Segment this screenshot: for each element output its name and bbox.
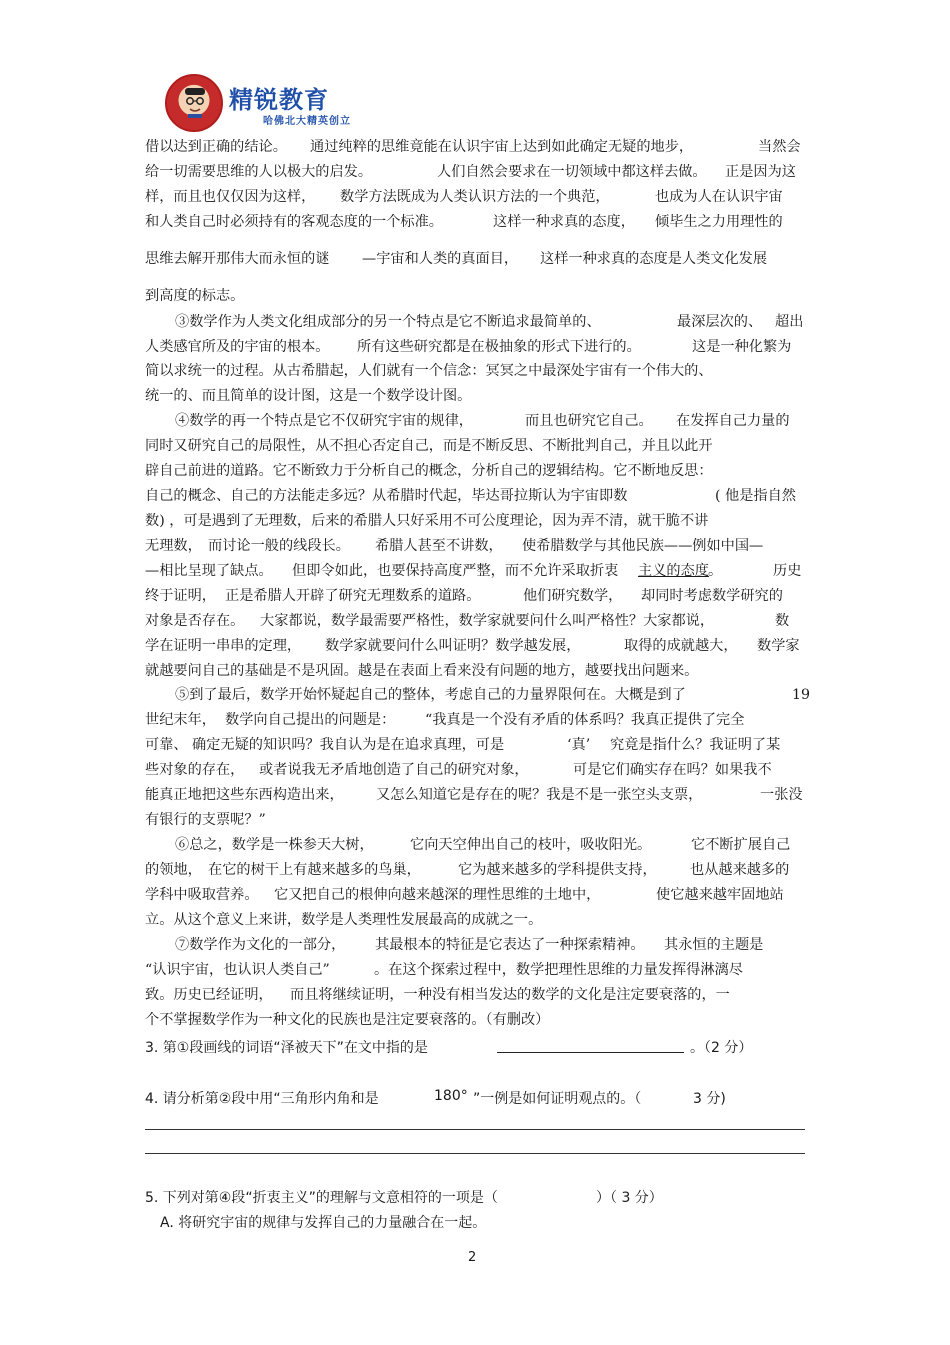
text-segment: 同时又研究自己的局限性，从不担心否定自己，而是不断反思、不断批判自己，并且以此开 (145, 438, 713, 454)
text-segment: 对象是否存在。 (145, 613, 245, 629)
text-segment: 数) ，可是遇到了无理数，后来的希腊人只好采用不可公度理论，因为弄不清，就干脆不讲 (145, 513, 709, 529)
text-segment: 当然会 (758, 139, 801, 155)
text-segment: —相比呈现了缺点。 (145, 563, 273, 579)
text-segment: 超出 (775, 314, 804, 330)
text-segment: ⑥总之，数学是一株参天大树， (175, 837, 374, 853)
text-segment: 可是它们确实存在吗？如果我不 (573, 762, 772, 778)
text-segment: 数 (775, 613, 790, 629)
text-segment: 个不掌握数学作为一种文化的民族也是注定要衰落的。（有删改） (145, 1012, 550, 1028)
text-segment: 人类感官所及的宇宙的根本。 (145, 339, 330, 355)
logo-avatar-icon (165, 74, 223, 132)
text-segment: 人们自然会要求在一切领域中都这样去做。 (437, 164, 707, 180)
text-segment: 大家都说，数学最需要严格性，数学家就要问什么叫严格性？大家都说， (260, 613, 715, 629)
text-segment: 学在证明一串串的定理， (145, 638, 302, 654)
text-segment: 这样一种求真的态度， (493, 214, 635, 230)
text-segment: 终于证明， (145, 588, 216, 604)
underlined-phrase: 主义的态度 (638, 563, 709, 579)
text-segment: 。在这个探索过程中，数学把理性思维的力量发挥得淋漓尽 (374, 962, 743, 978)
text-segment: ⑦数学作为文化的一部分， (175, 937, 346, 953)
text-segment: 统一的、而且简单的设计图，这是一个数学设计图。 (145, 388, 472, 404)
text-segment: 自己的概念、自己的方法能走多远？从希腊时代起，毕达哥拉斯认为宇宙即数 (145, 488, 628, 504)
text-segment: 可靠、 (145, 737, 188, 753)
text-segment: 却同时考虑数学研究的 (641, 588, 783, 604)
text-segment: ④数学的再一个特点是它不仅研究宇宙的规律， (175, 413, 473, 429)
text-segment: 又怎么知道它是存在的呢？我是不是一张空头支票， (376, 787, 703, 803)
text-segment: 但即令如此，也要保持高度严整，而不允许采取折衷 (292, 563, 619, 579)
text-segment: 正是因为这 (725, 164, 796, 180)
text-segment: “我真是一个没有矛盾的体系吗？我真正提供了完全 (425, 712, 745, 728)
text-segment: 它向天空伸出自己的枝叶，吸收阳光。 (410, 837, 652, 853)
text-segment: —宇宙和人类的真面目， (362, 251, 519, 267)
text-segment: 给一切需要思维的人以极大的启发。 (145, 164, 373, 180)
question-3: 3. 第①段画线的词语“泽被天下”在文中指的是 (145, 1040, 428, 1056)
text-segment: ⑤到了最后，数学开始怀疑起自己的整体，考虑自己的力量界限何在。大概是到了 (175, 687, 686, 703)
text-segment: 使希腊数学与其他民族——例如中国— (522, 538, 764, 554)
text-segment: 数学方法既成为人类认识方法的一个典范， (340, 189, 610, 205)
answer-line-1[interactable] (145, 1129, 805, 1130)
teacher-face-icon (182, 88, 208, 118)
text-segment: 世纪末年， (145, 712, 216, 728)
text-segment: 的领地， (145, 862, 202, 878)
text-segment: 它又把自己的根伸向越来越深的理性思维的土地中， (274, 887, 601, 903)
question-4-rest: ”一例是如何证明观点的。（ (473, 1091, 642, 1107)
text-segment: 正是希腊人开辟了研究无理数系的道路。 (225, 588, 481, 604)
text-segment: 致。历史已经证明， (145, 987, 273, 1003)
text-segment: 历史 (773, 563, 802, 579)
text-segment: 所有这些研究都是在极抽象的形式下进行的。 (357, 339, 641, 355)
text-segment: 而讨论一般的线段长。 (208, 538, 350, 554)
text-segment: 到高度的标志。 (145, 288, 245, 304)
text-segment: 在发挥自己力量的 (676, 413, 790, 429)
text-segment: 也从越来越多的 (690, 862, 790, 878)
text-segment: 能真正地把这些东西构造出来， (145, 787, 344, 803)
text-segment: 学科中吸取营养。 (145, 887, 259, 903)
text-segment: 借以达到正确的结论。 (145, 139, 287, 155)
text-segment: 其永恒的主题是 (664, 937, 764, 953)
text-segment: 些对象的存在， (145, 762, 245, 778)
question-4: 4. 请分析第②段中用“三角形内角和是 (145, 1091, 379, 1107)
text-segment: ③数学作为人类文化组成部分的另一个特点是它不断追求最简单的、 (175, 314, 601, 330)
text-segment: 就越要问自己的基础是不是巩固。越是在表面上看来没有问题的地方，越要找出问题来。 (145, 663, 699, 679)
text-segment: 数学家 (757, 638, 800, 654)
text-segment: 无理数， (145, 538, 202, 554)
text-segment: 使它越来越牢固地站 (656, 887, 784, 903)
text-segment: 倾毕生之力用理性的 (655, 214, 783, 230)
question-3-score: 。（2 分） (690, 1040, 753, 1056)
text-segment: 辟自己前进的道路。它不断致力于分析自己的概念，分析自己的逻辑结构。它不断地反思： (145, 463, 713, 479)
text-segment: 也成为人在认识宇宙 (655, 189, 783, 205)
text-segment: 一张没 (760, 787, 803, 803)
text-segment: ‘真’ (567, 737, 591, 753)
question-4-score: 3 分) (693, 1091, 726, 1107)
text-segment: 立。从这个意义上来讲，数学是人类理性发展最高的成就之一。 (145, 912, 543, 928)
text-segment: 样，而且也仅仅因为这样， (145, 189, 316, 205)
text-segment: 或者说我无矛盾地创造了自己的研究对象， (259, 762, 529, 778)
text-segment: 他们研究数学， (523, 588, 623, 604)
text-segment: 它为越来越多的学科提供支持， (458, 862, 657, 878)
text-segment: 这是一种化繁为 (692, 339, 792, 355)
text-segment: 思维去解开那伟大而永恒的谜 (145, 251, 330, 267)
logo (165, 74, 355, 132)
text-segment: 而且将继续证明，一种没有相当发达的数学的文化是注定要衰落的，一 (290, 987, 730, 1003)
question-5-score: ）（ 3 分） (596, 1190, 663, 1206)
text-segment: 。 (708, 563, 723, 579)
brand-name: 精锐教育 (229, 86, 329, 114)
text-segment: 有银行的支票呢？” (145, 812, 266, 828)
answer-line-2[interactable] (145, 1153, 805, 1154)
text-segment: 在它的树干上有越来越多的鸟巢， (208, 862, 421, 878)
text-segment: 和人类自己时必须持有的客观态度的一个标准。 (145, 214, 443, 230)
text-segment: 它不断扩展自己 (691, 837, 791, 853)
text-segment: 取得的成就越大， (624, 638, 738, 654)
question-5-option-a: A. 将研究宇宙的规律与发挥自己的力量融合在一起。 (160, 1215, 487, 1231)
page-number: 2 (468, 1250, 477, 1265)
question-4-angle: 180° (434, 1088, 468, 1104)
text-segment: 数学向自己提出的问题是： (225, 712, 396, 728)
text-segment: ( 他是指自然 (715, 488, 796, 504)
text-segment: 其最根本的特征是它表达了一种探索精神。 (375, 937, 645, 953)
text-segment: 19 (792, 687, 811, 703)
text-segment: 简以求统一的过程。从古希腊起，人们就有一个信念：冥冥之中最深处宇宙有一个伟大的、 (145, 363, 713, 379)
text-segment: 确定无疑的知识吗？我自认为是在追求真理，可是 (192, 737, 505, 753)
text-segment: 最深层次的、 (677, 314, 763, 330)
text-segment: 希腊人甚至不讲数， (375, 538, 503, 554)
text-segment: 数学家就要问什么叫证明？数学越发展， (325, 638, 581, 654)
text-segment: 而且也研究它自己。 (525, 413, 653, 429)
question-3-answer-blank[interactable] (497, 1052, 684, 1053)
text-segment: “认识宇宙，也认识人类自己” (145, 962, 330, 978)
question-5: 5. 下列对第④段“折衷主义”的理解与文意相符的一项是（ (145, 1190, 498, 1206)
text-segment: 究竟是指什么？我证明了某 (610, 737, 781, 753)
text-segment: 通过纯粹的思维竟能在认识宇宙上达到如此确定无疑的地步， (310, 139, 694, 155)
text-segment: 这样一种求真的态度是人类文化发展 (540, 251, 768, 267)
brand-tagline: 哈佛北大精英创立 (263, 116, 351, 127)
